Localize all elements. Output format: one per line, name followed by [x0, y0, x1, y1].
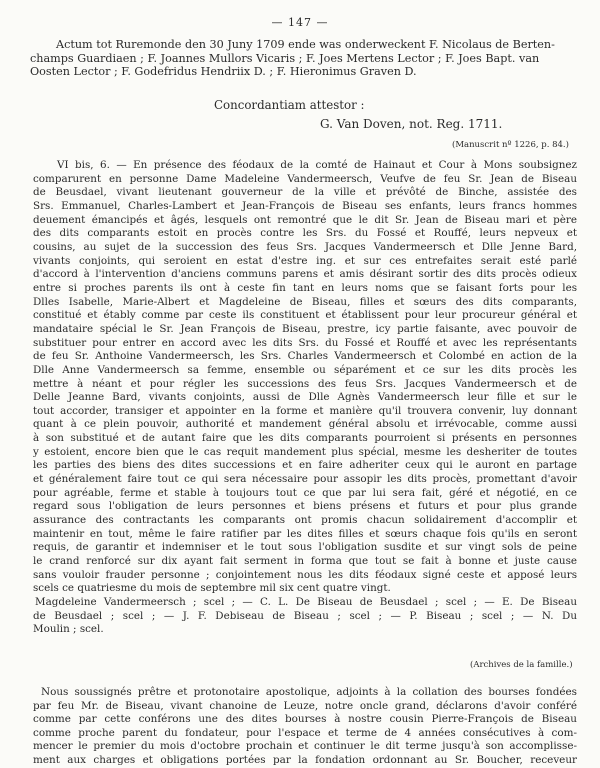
text-line: à son substitué et de autant faire que les dits comparants pourroient si présents en personnes — [33, 432, 577, 445]
notary-signature: G. Van Doven, not. Reg. 1711. — [320, 117, 503, 131]
text-line: des dits comparants estoit en procès contre les Srs. du Fossé et Rouffé, leurs nepveux et — [33, 227, 577, 240]
text-line: scels ce quatriesme du mois de septembre mil six cent quatre vingt. — [33, 582, 391, 595]
text-line: d'accord à l'intervention d'anciens communs parens et amis désirant sortir des dits procès odieux — [33, 268, 577, 281]
text-line: Magdeleine Vandermeersch ; scel ; — C. L. De Biseau de Beusdael ; scel ; — E. De Biseau — [35, 596, 577, 608]
text-line: cousins, au sujet de la succession des feus Srs. Jacques Vandermeersch et Dlle Jenne Bard, — [33, 240, 577, 253]
text-line: deuement émancipés et âgés, lesquels ont remontré que le dit Sr. Jean de Biseau mari et père — [33, 213, 577, 226]
text-line: champs Guardiaen ; F. Joannes Mullors Vicaris ; F. Joes Mertens Lector ; F. Joes Bapt. van — [30, 51, 540, 65]
text-line: Dlles Isabelle, Marie-Albert et Magdeleine de Biseau, filles et sœurs des dits comparants, — [33, 295, 577, 308]
text-line: Moulin ; scel. — [33, 623, 104, 636]
text-line: par feu Mr. de Biseau, vivant chanoine de Leuze, notre oncle grand, déclarons d'avoir conféré — [33, 699, 577, 712]
text-line: Dlle Anne Vandermeersch sa femme, ensemble ou séparément et ce sur les dits procès les — [33, 363, 577, 376]
text-line: mettre à néant et pour régler les successions des feus Srs. Jacques Vandermeersch et de — [33, 377, 577, 390]
text-line: Oosten Lector ; F. Godefridus Hendriix D. ; F. Hieronimus Graven D. — [30, 65, 417, 79]
text-line: constitué et étably comme par ceste ils constituent et établissent pour leur procureur général et — [33, 309, 577, 322]
text-line: comme proche parent du fondateur, pour l'espace et terme de 4 années consécutives à com- — [33, 726, 577, 739]
top-paragraph — [30, 38, 580, 79]
text-line: le crand renforcé sur dix ayant fait serment in forma que tout se fait à bonne et juste cause — [33, 555, 577, 568]
text-line: de Beusdael ; scel ; — J. F. Debiseau de Biseau ; scel ; — P. Biseau ; scel ; — N. Du — [33, 609, 577, 622]
text-line: de Beusdael, vivant lieutenant gouverneur de la ville et prévôté de Binche, assistée des — [33, 186, 577, 199]
text-line: les parties des biens des dites successions et en faire adheriter ceux qui le auront en partage — [33, 459, 577, 472]
text-line: de feu Sr. Anthoine Vandermeersch, les Srs. Charles Vandermeersch et Colombé en action de la — [33, 350, 577, 363]
text-line: substituer pour entrer en accord avec les dits Srs. du Fossé et Rouffé et avec les représentants — [33, 336, 577, 349]
text-line: sans vouloir frauder personne ; conjointement nous les dits féodaux signé ceste et apposé leurs — [33, 568, 577, 581]
page-number: — 147 — — [271, 16, 329, 29]
text-line: mandataire spécial le Sr. Jean François de Biseau, prestre, icy partie faisante, avec pouvoir de — [33, 322, 577, 335]
text-line: Nous soussignés prêtre et protonotaire apostolique, adjoints à la collation des bourses fondées — [41, 686, 577, 698]
attestor-line: Concordantiam attestor : — [214, 98, 365, 112]
source-reference: (Manuscrit nº 1226, p. 84.) — [452, 140, 569, 150]
text-line: quant à ce plein pouvoir, authorité et mandement général absolu et irrévocable, comme aussi — [33, 418, 577, 431]
text-line: ment aux charges et obligations portées par la fondation ordonnant au Sr. Boucher, receveur — [33, 753, 577, 766]
text-line: regard sous l'obligation de leurs personnes et biens présens et futurs et pour plus grande — [33, 500, 577, 513]
text-line: entre si proches parents ils ont à ceste fin tant en leurs noms que se faisant forts pour les — [33, 281, 577, 294]
text-line: comme par cette conférons une des dites bourses à nostre cousin Pierre-François de Biseau — [33, 713, 577, 725]
source-reference: (Archives de la famille.) — [470, 660, 573, 670]
main-paragraph — [33, 159, 577, 637]
text-line: et généralement faire tout ce qui sera nécessaire pour assopir les dits procès, promettant d'avoir — [33, 473, 577, 486]
text-line: Actum tot Ruremonde den 30 Juny 1709 ende was onderweckent F. Nicolaus de Berten- — [56, 38, 555, 51]
text-line: maintenir en tout, même le faire ratifier par les dites filles et sœurs chaque fois qu'ils en seront — [33, 527, 577, 540]
text-line: tout accorder, transiger et appointer en la forme et manière qu'il trouvera convenir, luy donnant — [33, 404, 577, 417]
text-line: Delle Jeanne Bard, vivants conjoints, aussi de Dlle Agnès Vandermeersch leur fille et sur le — [33, 391, 577, 404]
text-line: Srs. Emmanuel, Charles-Lambert et Jean-François de Biseau ses enfants, leurs francs hommes — [33, 199, 577, 212]
text-line: requis, de garantir et indemniser et le tout sous l'obligation susdite et sur vingt sols de peine — [33, 541, 577, 554]
text-line: y estoient, encore bien que le cas requit mandement plus spécial, mesme les desheriter de toutes — [33, 445, 577, 458]
second-paragraph — [33, 686, 577, 767]
text-line: pour agréable, ferme et stable à toujours tout ce que par lui sera fait, géré et négotié, en ce — [33, 486, 577, 499]
text-line: comparurent en personne Dame Madeleine Vandermeersch, Veufve de feu Sr. Jean de Biseau — [33, 172, 577, 185]
text-line: assurance des contractants les comparants ont promis chacun solidairement d'accomplir et — [33, 514, 577, 527]
text-line: VI bis, 6. — En présence des féodaux de la comté de Hainaut et Cour à Mons soubsignez — [57, 159, 577, 171]
text-line: mencer le premier du mois d'octobre prochain et continuer le dit terme jusqu'à son accomplisse- — [33, 740, 577, 752]
text-line: vivants conjoints, qui seroient en estat d'estre ing. et sur ces entrefaites serait esté parlé — [33, 254, 577, 267]
